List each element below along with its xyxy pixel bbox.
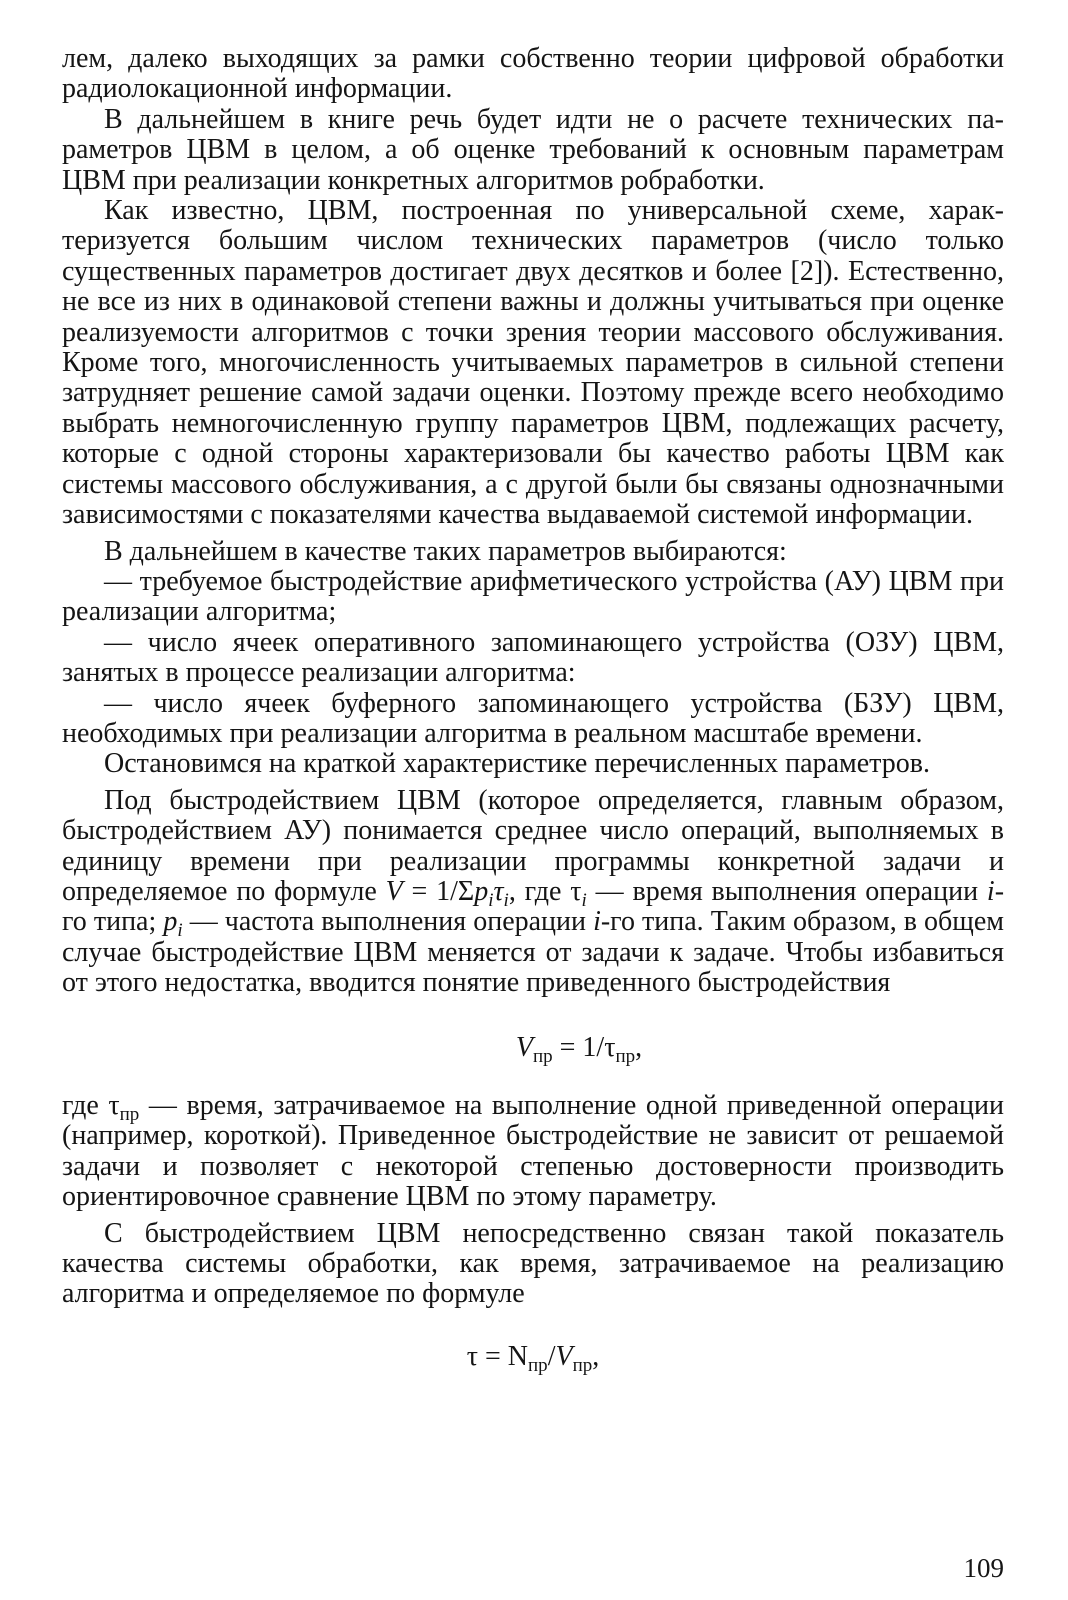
- book-page-text: [62, 43, 1005, 1376]
- paragraph-further-discussion: В дальнейшем в книге речь будет идти не о расчете технических параметров ЦВМ в целом, а об оценке требований к основным параметрам ЦВМ при реализации конкретных алгоритмов робработки.: [62, 103, 1004, 196]
- paragraph-speed-definition: Под быстродействием ЦВМ (которое определяется, главным образом, быстродействием АУ) понимается среднее число операций, выполняемых в единицу времени при реализации программы конкретной задачи и определяемое по формуле $V = 1/\Sigma p_i\tau_i$, где $\tau_i$ — время выполнения операции i-го типа; $p_i$ — частота выполнения операции i-го типа. Таким образом, в общем случае быстродействие ЦВМ меняется от задачи к задаче. Чтобы избавиться от этого недостатка, вводится понятие приведенного быстродействия: [62, 784, 1005, 999]
- paragraph-characteristics-intro: Остановимся на краткой характеристике перечисленных параметров.: [104, 748, 930, 780]
- paragraph-processing-time: С быстродействием ЦВМ непосредственно связан такой показатель качества системы обработки, как время, затрачиваемое на реализацию алгоритма и определяемое по формуле: [62, 1217, 1004, 1310]
- formula-reduced-speed: $V_{пр} = 1/\tau_{пр}$,: [515, 1031, 643, 1067]
- paragraph-parameters-overview: Как известно, ЦВМ, построенная по универсальной схеме, характеризуется большим числом технических параметров (число только существенных параметров достигает двух десятков и более [2]). Естественно, не все из них в одинаковой степени важны и должны учитываться при оценке реализуемости алгоритмов с точки зрения теории массового обслуживания. Кроме того, многочисленность учитываемых параметров в сильной степени затрудняет решение самой задачи оценки. Поэтому прежде всего необходимо выбрать немногочисленную группу параметров ЦВМ, подлежащих расчету, которые с одной стороны характеризовали бы качество работы ЦВМ как системы массового обслуживания, а с другой были бы связаны однозначными зависимостями с показателями качества выдаваемой системой информации.: [62, 195, 1004, 531]
- formula-processing-time: $\tau = N_{пр}/V_{пр}$,: [466, 1340, 600, 1376]
- page-number: 109: [963, 1553, 1004, 1583]
- paragraph-continuation: лем, далеко выходящих за рамки собственно теории цифровой обработки радиолокационной информации.: [62, 43, 1004, 105]
- paragraph-reduced-speed-explanation: где $\tau_{пр}$ — время, затрачиваемое на выполнение одной приведенной операции (например, короткой). Приведенное быстродействие не зависит от решаемой задачи и позволяет с некоторой степенью достоверности производить ориентировочное сравнение ЦВМ по этому параметру.: [62, 1090, 1004, 1213]
- list-item-bzu-cells: — число ячеек буферного запоминающего устройства (БЗУ) ЦВМ, необходимых при реализации алгоритма в реальном масштабе времени.: [62, 687, 1004, 749]
- list-item-ozu-cells: — число ячеек оперативного запоминающего устройства (ОЗУ) ЦВМ, занятых в процессе реализации алгоритма:: [62, 626, 1004, 689]
- list-item-au-speed: — требуемое быстродействие арифметического устройства (АУ) ЦВМ при реализации алгоритма;: [62, 565, 1004, 628]
- paragraph-selected-parameters: В дальнейшем в качестве таких параметров выбираются:: [104, 535, 787, 567]
